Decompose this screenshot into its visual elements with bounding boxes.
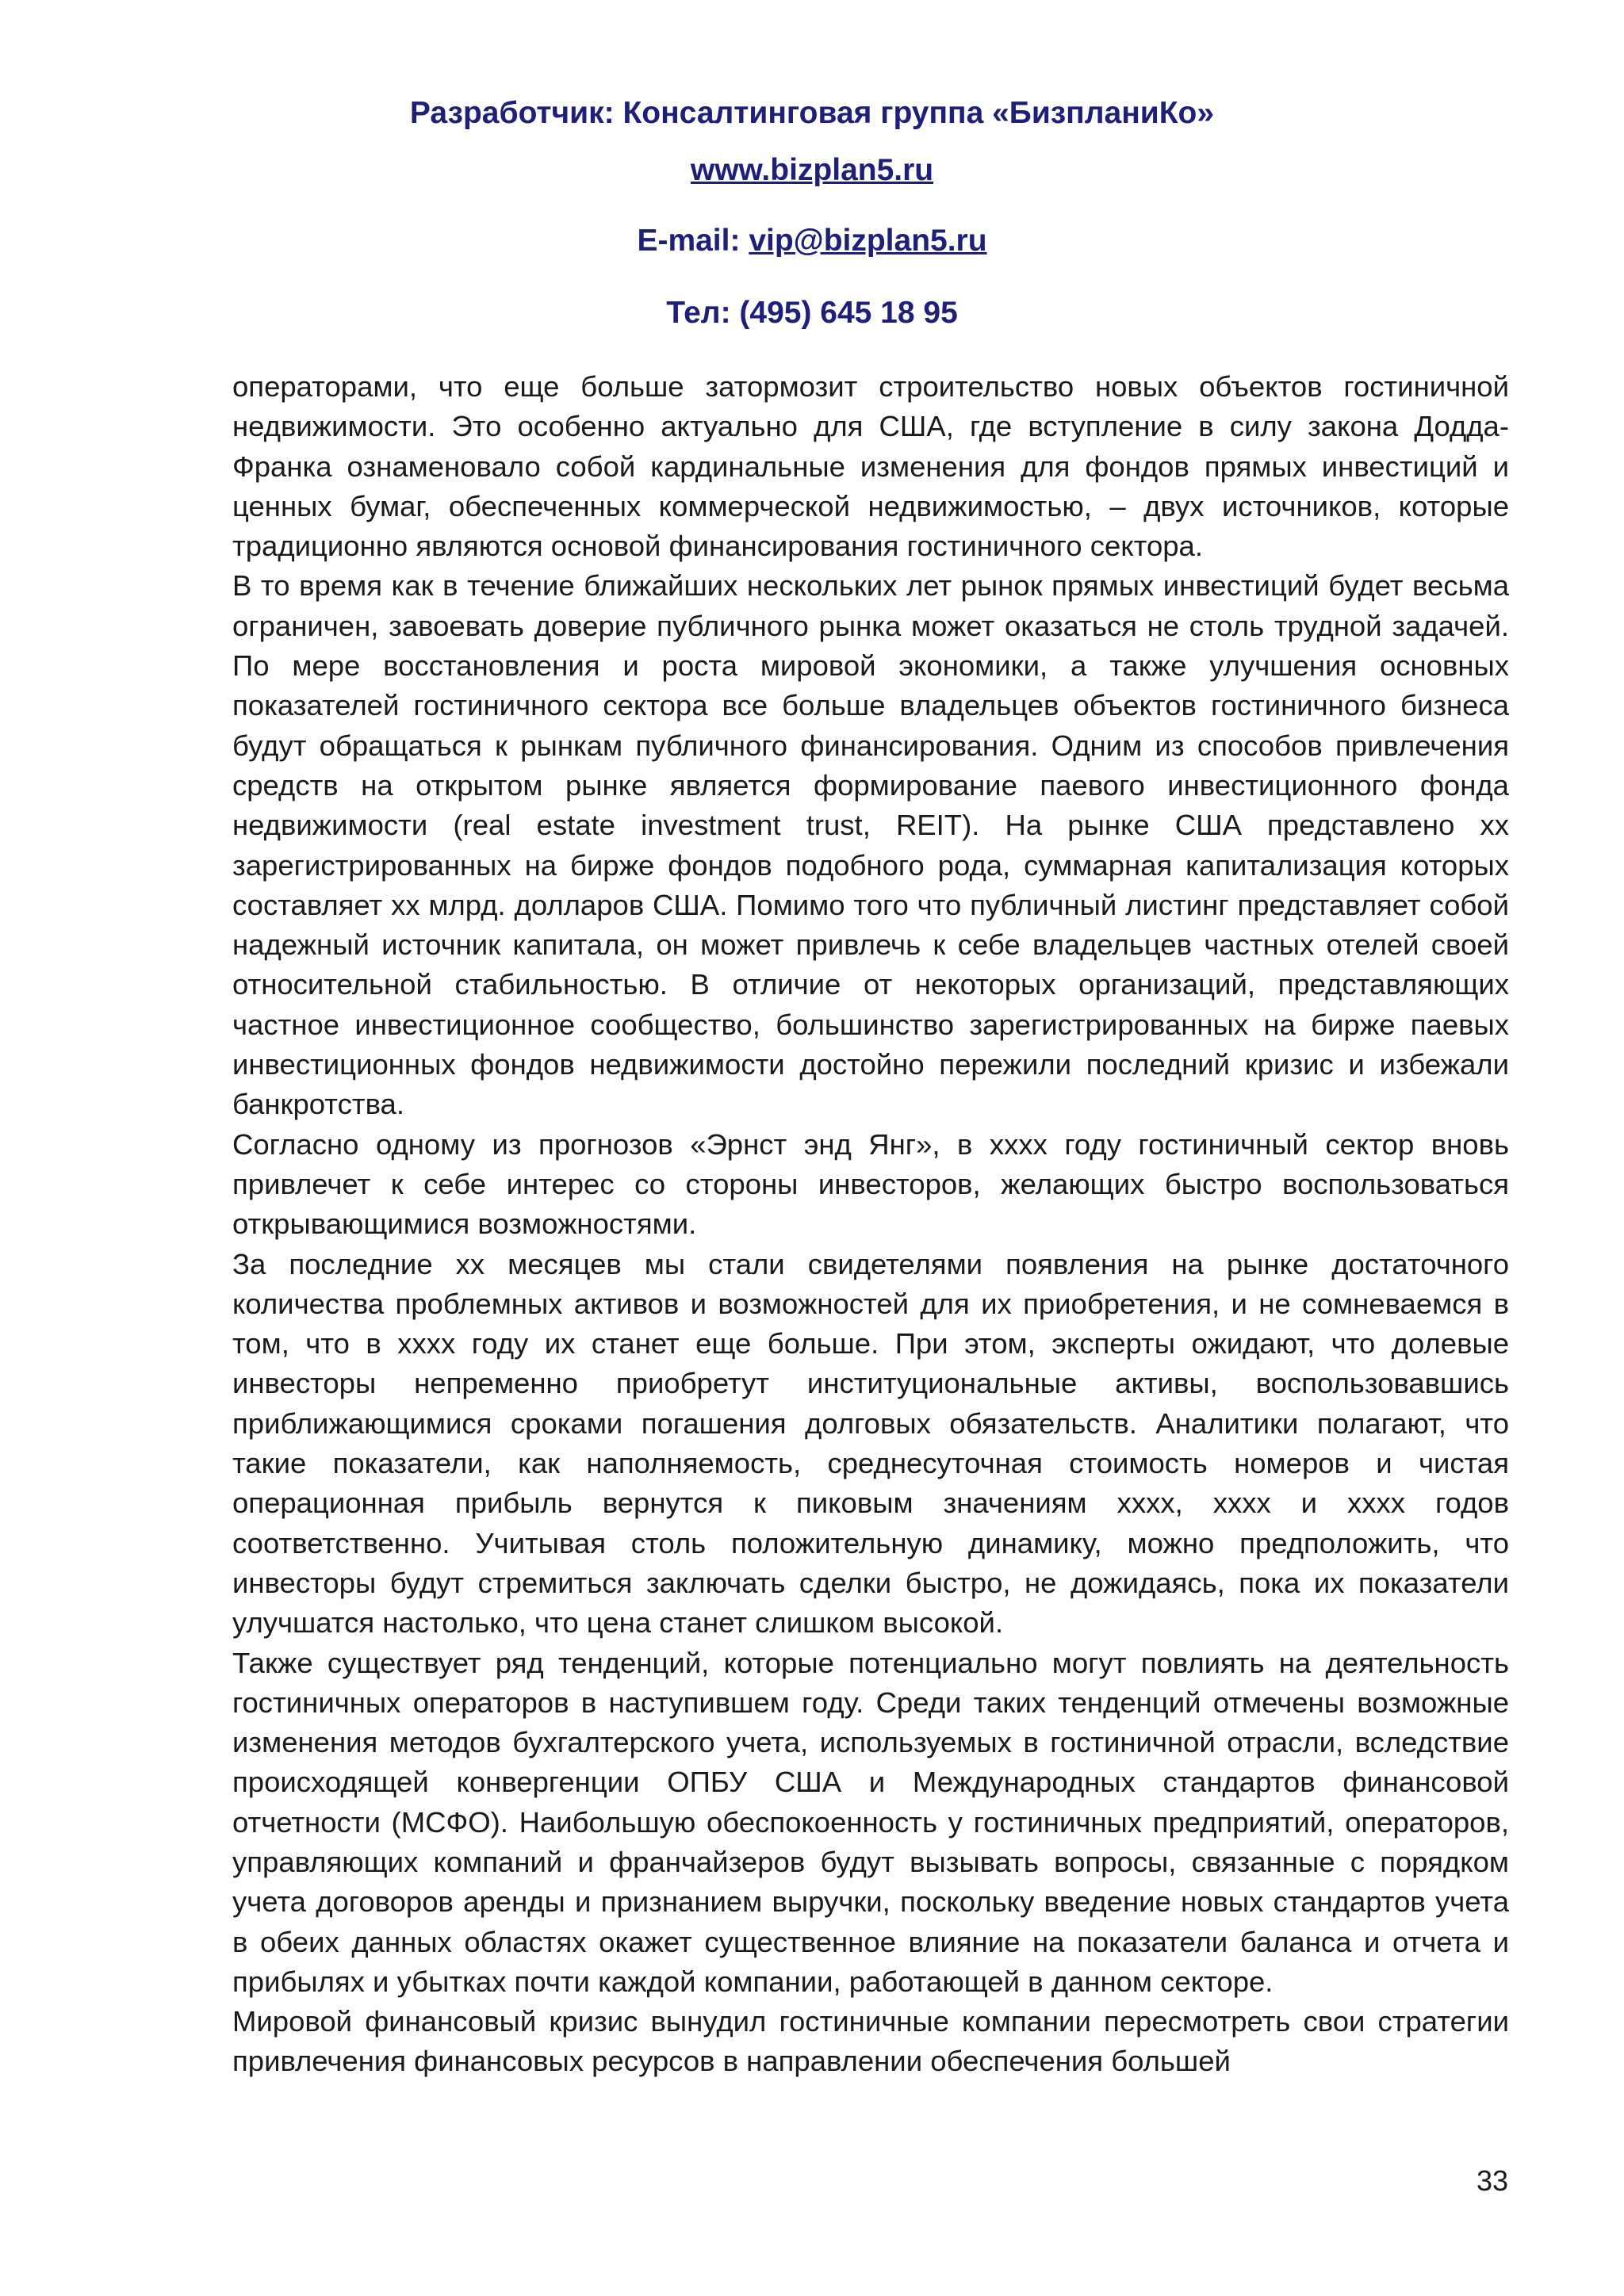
website-line [0, 153, 1624, 188]
email-line [0, 224, 1624, 258]
paragraph: операторами, что еще больше затормозит строительство новых объектов гостиничной недвижимости. Это особенно актуально для США, где вступление в силу закона Додда-Франка ознаменовало собой кардинальные изменения для фондов прямых инвестиций и ценных бумаг, обеспеченных коммерческой недвижимостью, – двух источников, которые традиционно являются основой финансирования гостиничного сектора. [232, 370, 1509, 563]
paragraph: Мировой финансовый кризис вынудил гостиничные компании пересмотреть свои стратегии привлечения финансовых ресурсов в направлении обеспечения большей [232, 2005, 1509, 2078]
website-link[interactable]: www.bizplan5.ru [690, 153, 934, 187]
page-number: 33 [1476, 2164, 1508, 2197]
document-body [232, 367, 1509, 2082]
paragraph: Согласно одному из прогнозов «Эрнст энд Янг», в хххх году гостиничный сектор вновь привлечет к себе интерес со стороны инвесторов, желающих быстро воспользоваться открывающимися возможностями. [232, 1127, 1509, 1241]
email-label: E-mail: [637, 224, 749, 258]
paragraph: За последние хх месяцев мы стали свидетелями появления на рынке достаточного количества проблемных активов и возможностей для их приобретения, и не сомневаемся в том, что в хххх году их станет еще больше. При этом, эксперты ожидают, что долевые инвесторы непременно приобретут институциональные активы, воспользовавшись приближающимися сроками погашения долговых обязательств. Аналитики полагают, что такие показатели, как наполняемость, среднесуточная стоимость номеров и чистая операционная прибыль вернутся к пиковым значениям хххх, хххх и хххх годов соответственно. Учитывая столь положительную динамику, можно предположить, что инвесторы будут стремиться заключать сделки быстро, не дожидаясь, пока их показатели улучшатся настолько, что цена станет слишком высокой. [232, 1247, 1509, 1640]
paragraph: Также существует ряд тенденций, которые потенциально могут повлиять на деятельность гостиничных операторов в наступившем году. Среди таких тенденций отмечены возможные изменения методов бухгалтерского учета, используемых в гостиничной отрасли, вследствие происходящей конвергенции ОПБУ США и Международных стандартов финансовой отчетности (МСФО). Наибольшую обеспокоенность у гостиничных предприятий, операторов, управляющих компаний и франчайзеров будут вызывать вопросы, связанные с порядком учета договоров аренды и признанием выручки, поскольку введение новых стандартов учета в обеих данных областях окажет существенное влияние на показатели баланса и отчета и прибылях и убытках почти каждой компании, работающей в данном секторе. [232, 1646, 1509, 1998]
paragraph: В то время как в течение ближайших нескольких лет рынок прямых инвестиций будет весьма ограничен, завоевать доверие публичного рынка может оказаться не столь трудной задачей. По мере восстановления и роста мировой экономики, а также улучшения основных показателей гостиничного сектора все больше владельцев объектов гостиничного бизнеса будут обращаться к рынкам публичного финансирования. Одним из способов привлечения средств на открытом рынке является формирование паевого инвестиционного фонда недвижимости (real estate investment trust, REIT). На рынке США представлено хх зарегистрированных на бирже фондов подобного рода, суммарная капитализация которых составляет хх млрд. долларов США. Помимо того что публичный листинг представляет собой надежный источник капитала, он может привлечь к себе владельцев частных отелей своей относительной стабильностью. В отличие от некоторых организаций, представляющих частное инвестиционное сообщество, большинство зарегистрированных на бирже паевых инвестиционных фондов недвижимости достойно пережили последний кризис и избежали банкротства. [232, 569, 1509, 1121]
developer-line: Разработчик: Консалтинговая группа «БизпланиКо» [409, 96, 1215, 130]
email-link[interactable]: vip@bizplan5.ru [749, 224, 987, 258]
phone-line: Тел: (495) 645 18 95 [666, 296, 958, 330]
